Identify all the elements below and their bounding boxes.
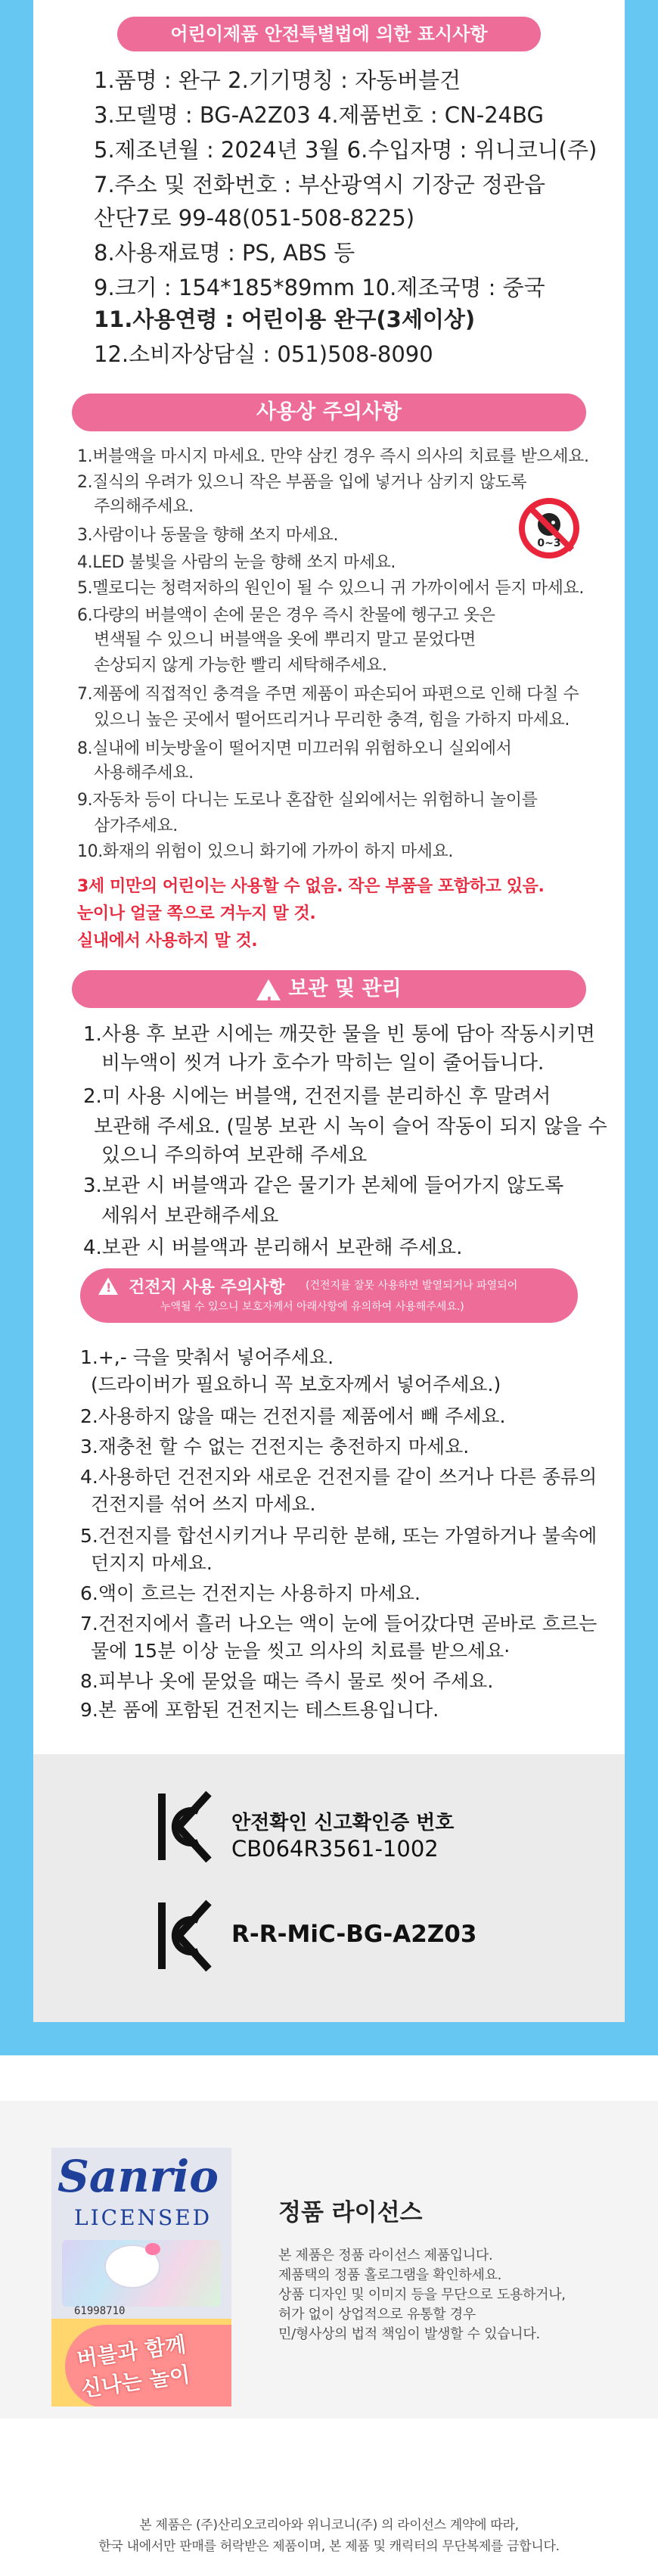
storage-line: 4.보관 시 버블액과 분리해서 보관해 주세요. — [83, 1237, 463, 1259]
product-info-line: 9.크기 : 154*185*89mm 10.제조국명 : 중국 — [94, 275, 545, 300]
storage-line: 있으니 주의하여 보관해 주세요 — [101, 1144, 368, 1167]
warning-line: 실내에서 사용하지 말 것. — [77, 932, 258, 950]
caution-line: 9.자동차 등이 다니는 도로나 혼잡한 실외에서는 위험하니 놀이를 — [77, 791, 538, 810]
age-label: 0~3 — [537, 537, 561, 549]
sanrio-logo: Sanrio — [57, 2151, 219, 2202]
product-info-title: 어린이제품 안전특별법에 의한 표시사항 — [117, 17, 541, 51]
kc-mark-icon — [156, 1789, 215, 1865]
caution-line: 5.멜로디는 청력저하의 원인이 될 수 있으니 귀 가까이에서 듣지 마세요. — [77, 579, 584, 598]
license-section — [0, 2101, 658, 2419]
license-line: 민/형사상의 법적 책임이 발생할 수 있습니다. — [278, 2326, 540, 2342]
battery-line: 1.+,- 극을 맞춰서 넣어주세요. — [80, 1346, 334, 1368]
radio-cert-number: R-R-MiC-BG-A2Z03 — [231, 1921, 477, 1948]
caution-line: 2.질식의 우려가 있으니 작은 부품을 입에 넣거나 삼키지 않도록 — [77, 473, 527, 492]
battery-line: 8.피부나 옷에 묻었을 때는 즉시 물로 씻어 주세요. — [80, 1670, 494, 1692]
caution-line: 3.사람이나 동물을 향해 쏘지 마세요. — [77, 526, 339, 545]
battery-line: 물에 15분 이상 눈을 씻고 의사의 치료를 받으세요· — [91, 1640, 511, 1662]
storage-title: 보관 및 관리 — [288, 977, 402, 1000]
product-info-line: 1.품명 : 완구 2.기기명칭 : 자동버블건 — [94, 67, 461, 93]
product-info-line: 5.제조년월 : 2024년 3월 6.수입자명 : 위니코니(주) — [94, 137, 597, 163]
license-sticker-image — [51, 2148, 231, 2406]
battery-note: (건전지를 잘못 사용하면 발열되거나 파열되어 — [306, 1280, 518, 1292]
footer-line: 한국 내에서만 판매를 허락받은 제품이며, 본 제품 및 캐릭터의 무단복제를 금합니다. — [98, 2539, 560, 2554]
certification-box — [33, 1754, 625, 2022]
license-title: 정품 라이선스 — [278, 2199, 423, 2226]
caution-line: 사용해주세요. — [94, 764, 194, 782]
warning-icon — [98, 1277, 118, 1295]
caution-line: 6.다량의 버블액이 손에 묻은 경우 즉시 찬물에 헹구고 옷은 — [77, 606, 495, 625]
bow-icon — [145, 2243, 160, 2255]
caution-line: 있으니 높은 곳에서 떨어뜨리거나 무리한 충격, 힘을 가하지 마세요. — [94, 711, 570, 730]
footer-line: 본 제품은 (주)산리오코리아와 위니코니(주) 의 라이선스 계약에 따라, — [139, 2518, 519, 2533]
license-line: 상품 디자인 및 이미지 등을 무단으로 도용하거나, — [278, 2287, 566, 2303]
caution-title: 사용상 주의사항 — [72, 394, 586, 431]
product-info-line: 산단7로 99-48(051-508-8225) — [94, 205, 415, 231]
kc-mark-icon — [156, 1898, 215, 1974]
licensed-label: LICENSED — [74, 2205, 213, 2230]
caution-line: 1.버블액을 마시지 마세요. 만약 삼킨 경우 즉시 의사의 치료를 받으세요. — [77, 447, 589, 466]
battery-line: 9.본 품에 포함된 건전지는 테스트용입니다. — [80, 1699, 439, 1721]
caution-line: 삼가주세요. — [94, 817, 178, 835]
battery-line: 5.건전지를 합선시키거나 무리한 분해, 또는 가열하거나 불속에 — [80, 1525, 597, 1547]
product-info-line: 7.주소 및 전화번호 : 부산광역시 기장군 정관읍 — [94, 172, 546, 198]
certification-label: 안전확인 신고확인증 번호 — [231, 1812, 455, 1834]
battery-line: 6.액이 흐르는 건전지는 사용하지 마세요. — [80, 1582, 421, 1604]
license-line: 허가 없이 상업적으로 유통할 경우 — [278, 2307, 476, 2322]
battery-title: 건전지 사용 주의사항 — [129, 1278, 285, 1297]
caution-line: 7.제품에 직접적인 충격을 주면 제품이 파손되어 파편으로 인해 다칠 수 — [77, 685, 579, 704]
caution-line: 4.LED 불빛을 사람의 눈을 향해 쏘지 마세요. — [77, 553, 396, 572]
storage-line: 1.사용 후 보관 시에는 깨끗한 물을 빈 통에 담아 작동시키면 — [83, 1023, 595, 1046]
storage-line: 3.보관 시 버블액과 같은 물기가 본체에 들어가지 않도록 — [83, 1174, 564, 1197]
caution-line: 손상되지 않게 가능한 빨리 세탁해주세요. — [94, 656, 387, 675]
storage-line: 2.미 사용 시에는 버블액, 건전지를 분리하신 후 말려서 — [83, 1085, 551, 1108]
battery-line: 4.사용하던 건전지와 새로운 건전지를 같이 쓰거나 다른 종류의 — [80, 1466, 597, 1488]
storage-line: 보관해 주세요. (밀봉 보관 시 녹이 슬어 작동이 되지 않을 수 — [94, 1115, 607, 1138]
product-info-line: 3.모델명 : BG-A2Z03 4.제품번호 : CN-24BG — [94, 102, 544, 128]
battery-note: 누액될 수 있으니 보호자께서 아래사항에 유의하여 사용해주세요.) — [160, 1301, 464, 1313]
license-line: 제품택의 정품 홀로그램을 확인하세요. — [278, 2267, 502, 2283]
warning-line: 3세 미만의 어린이는 사용할 수 없음. 작은 부품을 포함하고 있음. — [77, 877, 545, 896]
caution-line: 10.화재의 위험이 있으니 화기에 가까이 하지 마세요. — [77, 842, 453, 861]
certification-number: CB064R3561-1002 — [231, 1836, 439, 1862]
hologram-serial: 61998710 — [74, 2305, 126, 2317]
product-info-line: 8.사용재료명 : PS, ABS 등 — [94, 240, 355, 266]
battery-line: 건전지를 섞어 쓰지 마세요. — [91, 1493, 316, 1515]
storage-line: 세워서 보관해주세요 — [101, 1205, 279, 1227]
battery-line: 7.건전지에서 흘러 나오는 액이 눈에 들어갔다면 곧바로 흐르는 — [80, 1613, 597, 1635]
product-info-line: 12.소비자상담실 : 051)508-8090 — [94, 341, 433, 367]
caution-line: 8.실내에 비눗방울이 떨어지면 미끄러워 위험하오니 실외에서 — [77, 739, 512, 758]
battery-line: 2.사용하지 않을 때는 건전지를 제품에서 빼 주세요. — [80, 1405, 506, 1427]
battery-line: 3.재충천 할 수 없는 건전지는 충전하지 마세요. — [80, 1436, 470, 1458]
package-text: 버블과 함께 신나는 놀이 — [75, 2332, 192, 2402]
product-info-line: 11.사용연령 : 어린이용 완구(3세이상) — [94, 306, 476, 332]
caution-line: 주의해주세요. — [94, 497, 194, 516]
warning-line: 눈이나 얼굴 쪽으로 겨누지 말 것. — [77, 904, 316, 923]
license-line: 본 제품은 정품 라이선스 제품입니다. — [278, 2248, 493, 2263]
caution-line: 변색될 수 있으니 버블액을 옷에 뿌리지 말고 묻었다면 — [94, 630, 476, 649]
storage-line: 비누액이 씻겨 나가 호수가 막히는 일이 줄어듭니다. — [101, 1052, 545, 1075]
battery-section — [33, 0, 625, 1741]
battery-line: 던지지 마세요. — [91, 1552, 213, 1574]
info-card — [33, 0, 625, 2022]
battery-title-pill — [80, 1268, 578, 1323]
battery-line: (드라이버가 필요하니 꼭 보호자께서 넣어주세요.) — [91, 1374, 501, 1395]
